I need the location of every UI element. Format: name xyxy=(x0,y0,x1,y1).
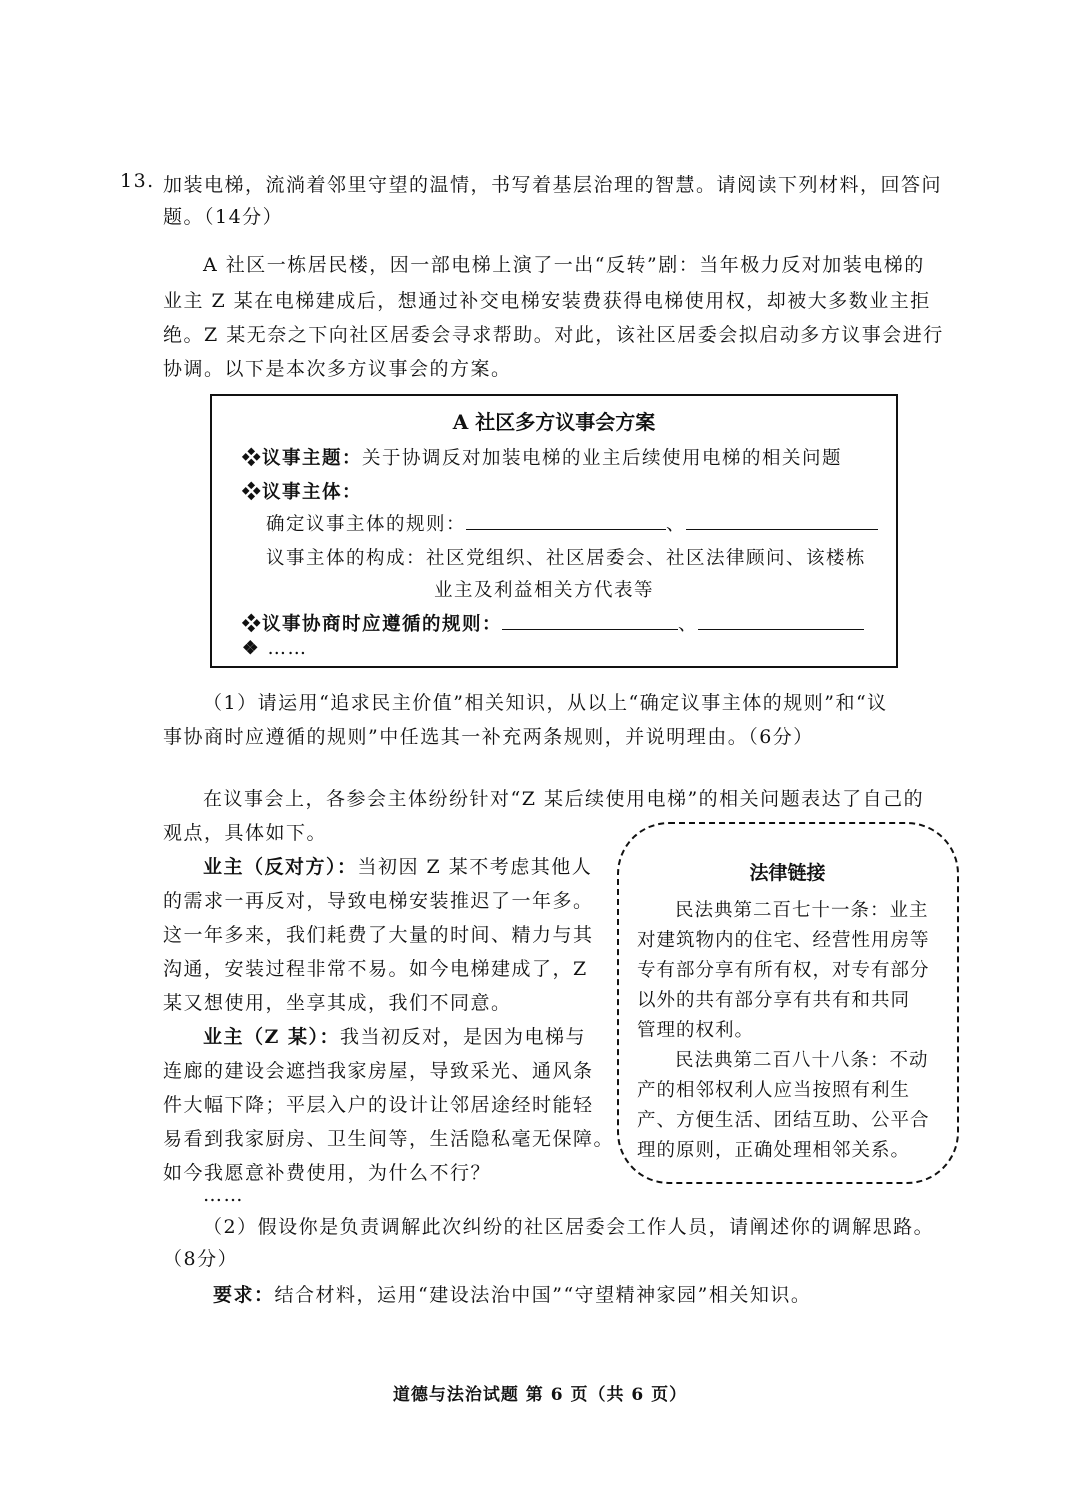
material-b-intro1: 在议事会上，各参会主体纷纷针对“Z 某后续使用电梯”的相关问题表达了自己的 xyxy=(203,788,925,810)
oppose-line2: 的需求一再反对，导致电梯安装推迟了一年多。 xyxy=(163,890,594,912)
bullet-icon: ❖ xyxy=(242,614,263,635)
topic-text: 关于协调反对加装电梯的业主后续使用电梯的相关问题 xyxy=(362,448,843,469)
bullet-icon: ❖ xyxy=(242,482,263,503)
law-line: 产的相邻权利人应当按照有利生 xyxy=(637,1080,911,1101)
negotiation-label: 议事协商时应遵循的规则： xyxy=(262,614,503,635)
composition-line2: 业主及利益相关方代表等 xyxy=(434,580,655,601)
oppose-line5: 某又想使用，坐享其成，我们不同意。 xyxy=(163,992,512,1014)
oppose-line4: 沟通，安装过程非常不易。如今电梯建成了，Z xyxy=(163,958,588,980)
sub2-line2: （8分） xyxy=(163,1248,239,1270)
law-line: 民法典第二百八十八条：不动 xyxy=(675,1050,929,1071)
oppose-line3: 这一年多来，我们耗费了大量的时间、精力与其 xyxy=(163,924,594,946)
rule-blank-2[interactable] xyxy=(686,513,878,530)
requirement-label: 要求： xyxy=(213,1284,275,1306)
material-a-line1: A 社区一栋居民楼，因一部电梯上演了一出“反转”剧：当年极力反对加装电梯的 xyxy=(203,254,925,276)
z-line1: 我当初反对，是因为电梯与 xyxy=(340,1026,587,1048)
negotiation-blank-2[interactable] xyxy=(698,613,864,630)
plan-ellipsis: …… xyxy=(267,638,308,659)
question-number: 13. xyxy=(120,170,155,192)
sub1-line2: 事协商时应遵循的规则”中任选其一补充两条规则，并说明理由。（6分） xyxy=(163,726,814,748)
oppose-label: 业主（反对方）： xyxy=(203,856,358,878)
material-a-line3: 绝。Z 某无奈之下向社区居委会寻求帮助。对此，该社区居委会拟启动多方议事会进行 xyxy=(163,324,944,346)
bullet-icon: ❖ xyxy=(242,448,263,469)
question-stem-line1: 加装电梯，流淌着邻里守望的温情，书写着基层治理的智慧。请阅读下列材料，回答问 xyxy=(163,174,943,196)
requirement-text: 结合材料，运用“建设法治中国”“守望精神家园”相关知识。 xyxy=(274,1284,812,1306)
rule-label: 确定议事主体的规则： xyxy=(266,514,467,535)
question-stem-line2: 题。（14分） xyxy=(163,206,284,228)
law-line: 产、方便生活、团结互助、公平合 xyxy=(637,1110,930,1131)
law-line: 对建筑物内的住宅、经营性用房等 xyxy=(637,930,930,951)
material-a-line4: 协调。以下是本次多方议事会的方案。 xyxy=(163,358,512,380)
plan-title: A 社区多方议事会方案 xyxy=(452,410,656,434)
law-line: 以外的共有部分享有共有和共同 xyxy=(637,990,911,1011)
ellipsis-row xyxy=(242,638,307,659)
topic-label: 议事主题： xyxy=(262,448,363,469)
material-b-ellipsis: …… xyxy=(203,1184,244,1206)
rule-blank-1[interactable] xyxy=(466,513,666,530)
topic-row xyxy=(242,444,842,470)
law-line: 理的原则，正确处理相邻关系。 xyxy=(637,1140,911,1161)
material-a-line2: 业主 Z 某在电梯建成后，想通过补交电梯安装费获得电梯使用权，却被大多数业主拒 xyxy=(163,290,931,312)
z-line2: 连廊的建设会遮挡我家房屋，导致采光、通风条 xyxy=(163,1060,594,1082)
law-line: 管理的权利。 xyxy=(637,1020,755,1041)
plan-box xyxy=(210,394,898,668)
rule-separator: 、 xyxy=(666,514,687,535)
subject-row xyxy=(242,478,362,504)
z-label: 业主（Z 某）： xyxy=(203,1026,340,1048)
negotiation-row xyxy=(242,610,864,636)
law-line: 民法典第二百七十一条：业主 xyxy=(675,900,929,921)
z-line4: 易看到我家厨房、卫生间等，生活隐私毫无保障。 xyxy=(163,1128,615,1150)
sub2-line1: （2）假设你是负责调解此次纠纷的社区居委会工作人员，请阐述你的调解思路。 xyxy=(203,1216,935,1238)
negotiation-blank-1[interactable] xyxy=(502,613,678,630)
composition-row xyxy=(266,544,866,570)
sub1-line1: （1）请运用“追求民主价值”相关知识，从以上“确定议事主体的规则”和“议 xyxy=(203,692,888,714)
rule-row xyxy=(266,510,878,536)
oppose-row1 xyxy=(203,852,592,879)
sub2-requirement xyxy=(213,1280,811,1307)
composition-line1: 社区党组织、社区居委会、社区法律顾问、该楼栋 xyxy=(426,548,867,569)
z-line3: 件大幅下降；平层入户的设计让邻居途经时能轻 xyxy=(163,1094,594,1116)
law-link-box xyxy=(617,822,959,1184)
z-row1 xyxy=(203,1022,586,1049)
oppose-line1: 当初因 Z 某不考虑其他人 xyxy=(357,856,593,878)
subject-label: 议事主体： xyxy=(262,482,363,503)
negotiation-separator: 、 xyxy=(678,614,699,635)
law-line: 专有部分享有所有权，对专有部分 xyxy=(637,960,930,981)
page-footer: 道德与法治试题 第 6 页（共 6 页） xyxy=(392,1385,688,1405)
material-b-intro2: 观点，具体如下。 xyxy=(163,822,328,844)
composition-label: 议事主体的构成： xyxy=(266,548,427,569)
bullet-icon: ❖ xyxy=(242,638,261,659)
law-box-title: 法律链接 xyxy=(749,862,826,884)
z-line5: 如今我愿意补费使用，为什么不行？ xyxy=(163,1162,492,1184)
